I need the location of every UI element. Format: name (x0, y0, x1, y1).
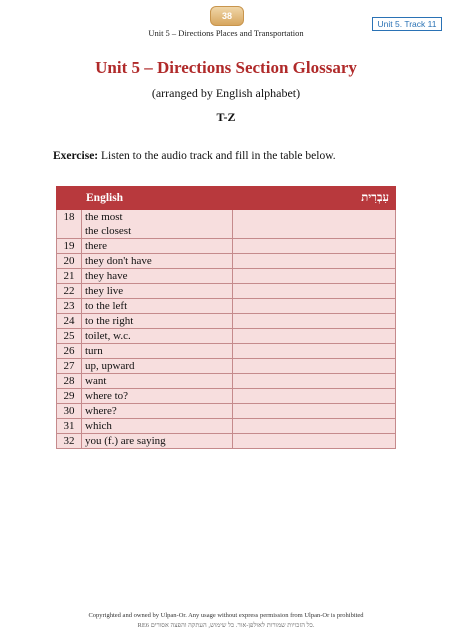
english-cell: they have (82, 269, 233, 284)
hebrew-answer-cell[interactable] (233, 269, 396, 284)
page-title: Unit 5 – Directions Section Glossary (95, 58, 357, 77)
row-number: 28 (57, 374, 82, 389)
arranged-note: (arranged by English alphabet) (151, 86, 301, 100)
row-number: 31 (57, 419, 82, 434)
row-number: 29 (57, 389, 82, 404)
hebrew-answer-cell[interactable] (233, 239, 396, 254)
table-row (57, 404, 396, 419)
hebrew-answer-cell[interactable] (233, 210, 396, 239)
hebrew-answer-cell[interactable] (233, 329, 396, 344)
copyright-hebrew: RE6 כל הזכויות שמורות לאולפן-אור. כל שימוש, העתקה והפצה אסורים. (137, 622, 315, 629)
hebrew-answer-cell[interactable] (233, 434, 396, 449)
row-number: 25 (57, 329, 82, 344)
row-number: 18 (57, 210, 82, 239)
table-row (57, 374, 396, 389)
audio-track-link[interactable]: Unit 5. Track 11 (372, 17, 442, 31)
hebrew-answer-cell[interactable] (233, 284, 396, 299)
row-number: 22 (57, 284, 82, 299)
english-cell: which (82, 419, 233, 434)
table-header-row (57, 187, 396, 210)
hebrew-answer-cell[interactable] (233, 404, 396, 419)
table-row (57, 284, 396, 299)
hebrew-answer-cell[interactable] (233, 359, 396, 374)
hebrew-answer-cell[interactable] (233, 389, 396, 404)
table-row (57, 239, 396, 254)
row-number: 23 (57, 299, 82, 314)
english-cell: where? (82, 404, 233, 419)
table-row (57, 254, 396, 269)
running-header: Unit 5 – Directions Places and Transportation (148, 28, 304, 38)
table-row (57, 389, 396, 404)
header-hebrew: עִבְרִית (233, 187, 396, 210)
row-number: 21 (57, 269, 82, 284)
table-row (57, 269, 396, 284)
glossary-body (57, 210, 396, 449)
table-row (57, 299, 396, 314)
english-cell: they don't have (82, 254, 233, 269)
english-cell: there (82, 239, 233, 254)
english-cell: to the right (82, 314, 233, 329)
table-row (57, 314, 396, 329)
table-row (57, 344, 396, 359)
english-cell: turn (82, 344, 233, 359)
table-row (57, 419, 396, 434)
english-cell: you (f.) are saying (82, 434, 233, 449)
row-number: 27 (57, 359, 82, 374)
row-number: 24 (57, 314, 82, 329)
english-cell: want (82, 374, 233, 389)
page-number-badge: 38 (210, 6, 244, 26)
row-number: 32 (57, 434, 82, 449)
glossary-table (56, 186, 396, 449)
hebrew-answer-cell[interactable] (233, 299, 396, 314)
exercise-label: Exercise: (53, 150, 99, 162)
row-number: 26 (57, 344, 82, 359)
table-row (57, 434, 396, 449)
english-cell: toilet, w.c. (82, 329, 233, 344)
table-row (57, 210, 396, 239)
hebrew-answer-cell[interactable] (233, 374, 396, 389)
hebrew-answer-cell[interactable] (233, 419, 396, 434)
row-number: 19 (57, 239, 82, 254)
header-english: English (82, 187, 233, 210)
english-cell: to the left (82, 299, 233, 314)
english-cell: they live (82, 284, 233, 299)
table-row (57, 329, 396, 344)
copyright-english: Copyrighted and owned by Ulpan-Or. Any usage without express permission from Ulpan-Or is prohibited (88, 612, 364, 619)
hebrew-answer-cell[interactable] (233, 254, 396, 269)
english-cell: the most the closest (82, 210, 233, 239)
table-row (57, 359, 396, 374)
alphabet-range: T-Z (216, 110, 236, 124)
hebrew-answer-cell[interactable] (233, 314, 396, 329)
row-number: 30 (57, 404, 82, 419)
header-num (57, 187, 82, 210)
english-cell: where to? (82, 389, 233, 404)
hebrew-answer-cell[interactable] (233, 344, 396, 359)
english-cell: up, upward (82, 359, 233, 374)
row-number: 20 (57, 254, 82, 269)
exercise-text: Listen to the audio track and fill in the table below. (98, 150, 336, 162)
exercise-instruction (53, 150, 336, 162)
